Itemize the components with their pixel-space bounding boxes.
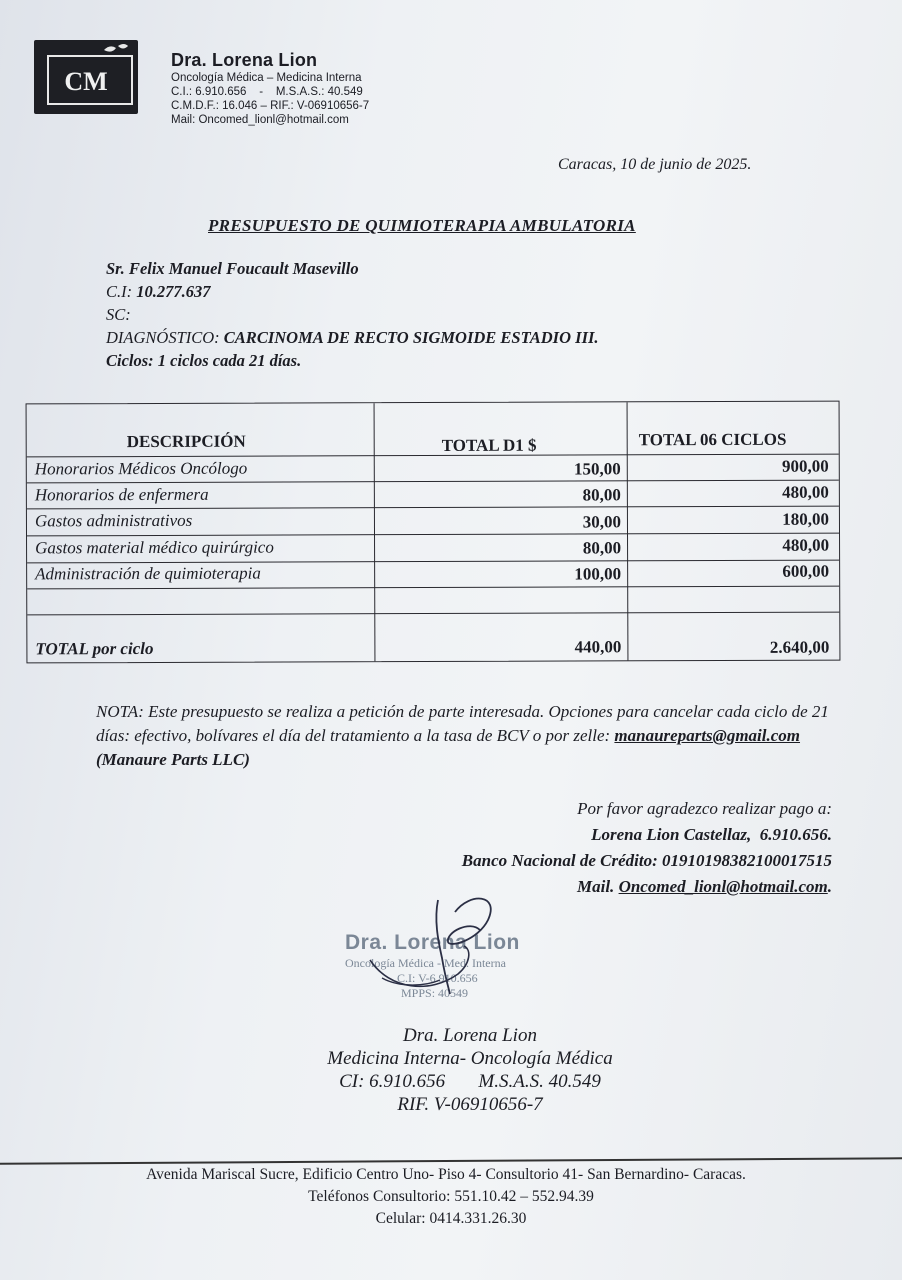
payment-mail: Mail. Oncomed_lionl@hotmail.com. xyxy=(577,877,832,896)
handwritten-signature xyxy=(330,890,530,1000)
row-total-cycles: 600,00 xyxy=(782,561,830,581)
stamp-mpps: MPPS: 40549 xyxy=(401,986,469,1000)
row-description: Gastos administrativos xyxy=(34,510,193,531)
payment-payee: Lorena Lion Castellaz, 6.910.656. xyxy=(591,825,832,844)
table-divider xyxy=(27,480,839,484)
stamp-specialty: Oncología Médica - Med. Interna xyxy=(345,956,506,970)
column-header-total-cycles: TOTAL 06 CICLOS xyxy=(638,429,787,450)
payment-mail-link[interactable]: Oncomed_lionl@hotmail.com xyxy=(618,877,828,896)
doctor-ids: C.I.: 6.910.656 - M.S.A.S.: 40.549 xyxy=(171,86,363,98)
clinic-logo xyxy=(34,40,138,114)
patient-info xyxy=(106,257,599,372)
budget-table xyxy=(26,401,841,664)
signer-name: Dra. Lorena Lion xyxy=(403,1025,537,1046)
footer-address: Avenida Mariscal Sucre, Edificio Centro Uno- Piso 4- Consultorio 41- San Bernardino- Caracas. xyxy=(146,1166,746,1183)
column-header-total-d1: TOTAL D1 $ xyxy=(441,435,537,455)
row-total-cycles: 180,00 xyxy=(782,509,829,529)
table-divider xyxy=(27,533,839,537)
doctor-cmdf-rif: C.M.D.F.: 16.046 – RIF.: V-06910656-7 xyxy=(171,100,370,112)
row-description: Gastos material médico quirúrgico xyxy=(35,537,274,558)
payment-intro: Por favor agradezco realizar pago a: xyxy=(577,799,832,818)
row-total-cycles: 480,00 xyxy=(782,535,830,555)
table-divider xyxy=(374,403,376,661)
row-description: Honorarios Médicos Oncólogo xyxy=(34,458,248,479)
zelle-email-link[interactable]: manaureparts@gmail.com xyxy=(614,726,801,745)
table-divider xyxy=(27,586,839,590)
row-total-d1: 80,00 xyxy=(582,485,621,505)
patient-ci: C.I: 10.277.637 xyxy=(106,282,211,301)
signer-specialty: Medicina Interna- Oncología Médica xyxy=(327,1048,613,1069)
stamp-ci: C.I: V-6.910.656 xyxy=(397,971,478,985)
table-divider xyxy=(27,454,839,458)
row-total-cycles: 480,00 xyxy=(782,482,829,502)
stamp-name: Dra. Lorena Lion xyxy=(345,931,520,954)
budget-note xyxy=(96,700,836,772)
note-text: NOTA: Este presupuesto se realiza a petición de parte interesada. Opciones para cancelar cada ciclo de 21 días: efectivo, bolívares el día del tratamiento a la tasa de BCV o por zelle: xyxy=(96,702,829,745)
patient-name: Sr. Felix Manuel Foucault Masevillo xyxy=(106,259,359,278)
footer xyxy=(0,1164,902,1230)
footer-cell: Celular: 0414.331.26.30 xyxy=(375,1210,527,1227)
row-total-d1: 30,00 xyxy=(582,512,621,532)
signer-rif: RIF. V-06910656-7 xyxy=(397,1094,543,1115)
doctor-specialty: Oncología Médica – Medicina Interna xyxy=(171,72,362,84)
payment-bank: Banco Nacional de Crédito: 01910198382100017515 xyxy=(461,851,832,870)
patient-diagnosis: DIAGNÓSTICO: CARCINOMA DE RECTO SIGMOIDE ESTADIO III. xyxy=(106,328,599,347)
document-title: PRESUPUESTO DE QUIMIOTERAPIA AMBULATORIA xyxy=(208,216,636,235)
total-d1: 440,00 xyxy=(574,637,622,657)
logo-graphic xyxy=(34,40,138,114)
row-description: Honorarios de enfermera xyxy=(34,484,209,505)
table-divider xyxy=(27,560,839,564)
row-total-d1: 80,00 xyxy=(582,538,622,558)
row-description: Administración de quimioterapia xyxy=(35,563,261,584)
logo-text: CM xyxy=(64,67,108,96)
doctor-name: Dra. Lorena Lion xyxy=(171,50,318,70)
table-divider xyxy=(27,506,839,510)
patient-cycles: Ciclos: 1 ciclos cada 21 días. xyxy=(106,351,302,370)
document-date: Caracas, 10 de junio de 2025. xyxy=(558,156,752,173)
row-total-cycles: 900,00 xyxy=(781,456,829,476)
signer-ids: CI: 6.910.656 M.S.A.S. 40.549 xyxy=(339,1071,601,1092)
total-label: TOTAL por ciclo xyxy=(35,638,154,659)
table-divider xyxy=(627,402,629,660)
zelle-owner: (Manaure Parts LLC) xyxy=(96,750,250,769)
row-total-d1: 150,00 xyxy=(573,459,621,479)
signer-block xyxy=(300,1024,640,1116)
doctor-mail: Mail: Oncomed_lionl@hotmail.com xyxy=(171,114,349,126)
table-divider xyxy=(27,612,839,616)
total-cycles: 2.640,00 xyxy=(769,637,830,657)
letterhead xyxy=(171,50,369,127)
footer-phones: Teléfonos Consultorio: 551.10.42 – 552.94.39 xyxy=(308,1188,594,1205)
row-total-d1: 100,00 xyxy=(574,564,622,584)
payment-info xyxy=(462,796,832,900)
column-header-description: DESCRIPCIÓN xyxy=(126,431,246,452)
patient-sc: SC: xyxy=(106,305,131,324)
